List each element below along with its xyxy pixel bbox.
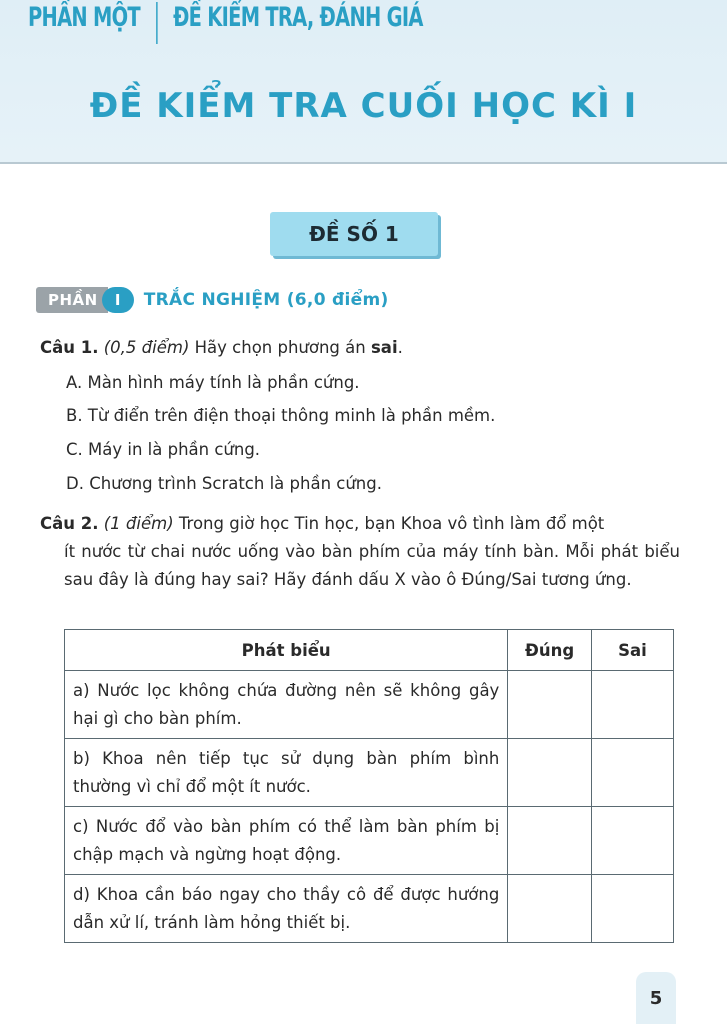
statement-c: c) Nước đổ vào bàn phím có thể làm bàn phím bị chập mạch và ngừng hoạt động. [65,807,508,875]
true-box-c[interactable] [508,807,592,875]
option-b: B. Từ điển trên điện thoại thông minh là phần mềm. [66,406,496,425]
false-box-a[interactable] [591,671,673,739]
part-title: TRẮC NGHIỆM (6,0 điểm) [143,290,389,310]
table-row [65,739,674,807]
true-box-a[interactable] [508,671,592,739]
question-1-end: . [397,338,403,357]
table-row [65,875,674,943]
false-box-b[interactable] [591,739,673,807]
statement-b: b) Khoa nên tiếp tục sử dụng bàn phím bình thường vì chỉ đổ một ít nước. [65,739,508,807]
table-row [65,671,674,739]
question-2-first-text: Trong giờ học Tin học, bạn Khoa vô tình làm đổ một [178,514,605,533]
question-1-prompt: Hãy chọn phương án [194,338,366,357]
table-row [65,807,674,875]
true-box-d[interactable] [508,875,592,943]
page-title: ĐỀ KIỂM TRA CUỐI HỌC KÌ I [89,86,638,126]
question-2-body: ít nước từ chai nước uống vào bàn phím của máy tính bàn. Mỗi phát biểu sau đây là đúng hay sai? Hãy đánh dấu X vào ô Đúng/Sai tương ứng. [64,542,680,589]
question-1-label: Câu 1. [40,338,99,357]
statement-d: d) Khoa cần báo ngay cho thầy cô để được hướng dẫn xử lí, tránh làm hỏng thiết bị. [65,875,508,943]
question-2-label: Câu 2. [40,514,99,533]
question-2-points: (1 điểm) [103,514,174,533]
header-statement: Phát biểu [65,630,508,671]
false-box-c[interactable] [591,807,673,875]
part-tag: PHẦN [36,287,108,313]
question-1 [40,333,403,362]
option-d: D. Chương trình Scratch là phần cứng. [66,474,382,493]
question-2 [40,510,680,594]
section-header [28,0,423,46]
table-header-row [65,630,674,671]
statement-a: a) Nước lọc không chứa đường nên sẽ không gây hại gì cho bàn phím. [65,671,508,739]
option-c: C. Máy in là phần cứng. [66,440,261,459]
exam-number-badge: ĐỀ SỐ 1 [270,212,438,256]
section-title: ĐỀ KIỂM TRA, ĐÁNH GIÁ [173,2,423,33]
header-false: Sai [591,630,673,671]
header-banner [0,0,727,164]
part-number: I [102,287,134,313]
section-divider [156,2,157,44]
false-box-d[interactable] [591,875,673,943]
section-part-label: PHẦN MỘT [28,2,140,33]
question-1-points: (0,5 điểm) [103,338,190,357]
question-1-emphasis: sai [370,338,398,357]
true-box-b[interactable] [508,739,592,807]
part-heading [36,286,389,314]
true-false-table [64,629,674,943]
page-number: 5 [636,972,676,1024]
question-2-first-line [40,510,680,538]
header-true: Đúng [508,630,592,671]
option-a: A. Màn hình máy tính là phần cứng. [66,373,360,392]
